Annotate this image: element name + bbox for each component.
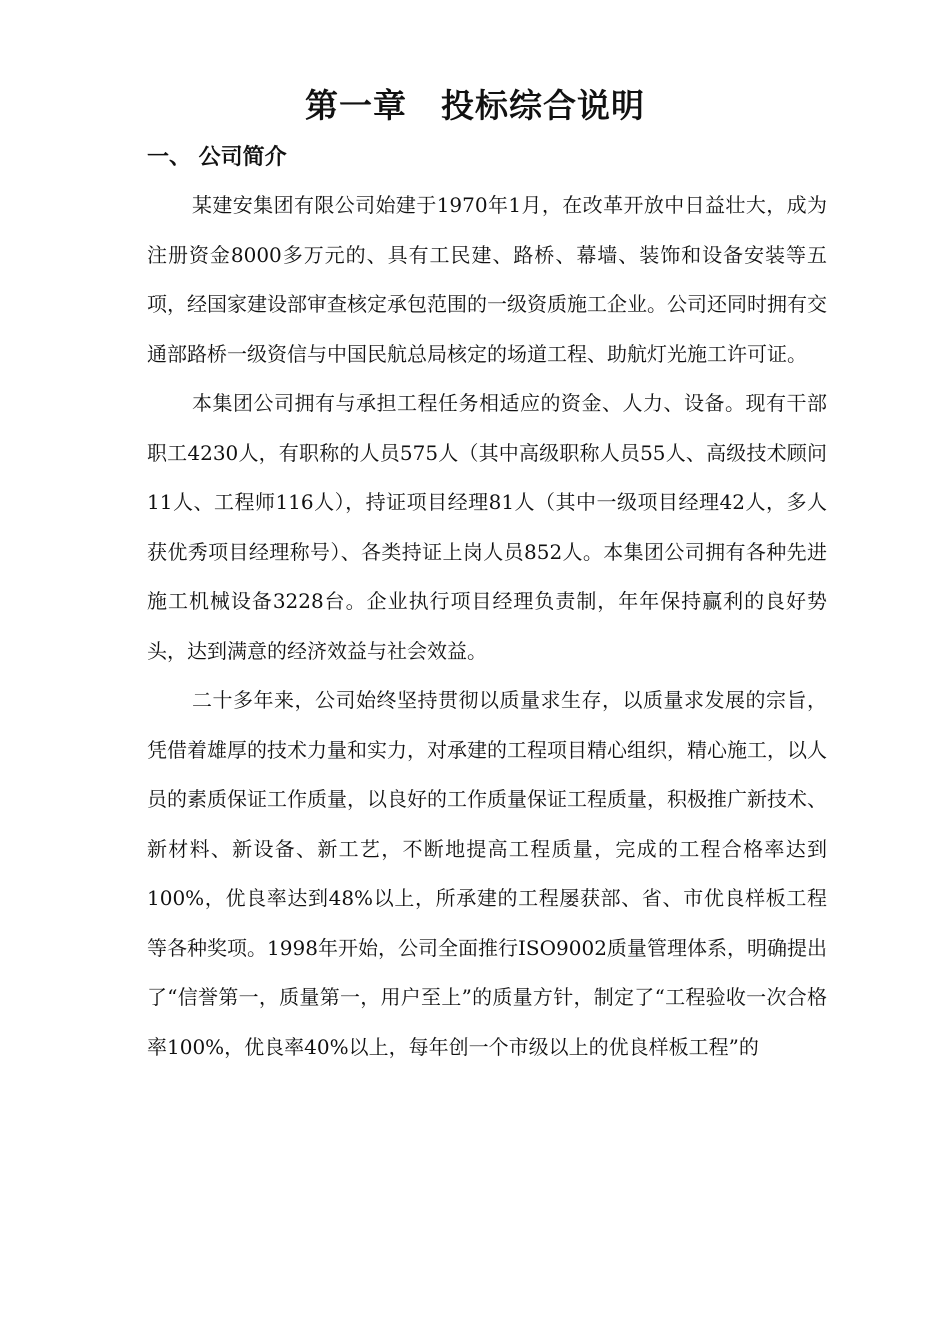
paragraph-quality-policy: 二十多年来，公司始终坚持贯彻以质量求生存，以质量求发展的宗旨，凭借着雄厚的技术力量和实力，对承建的工程项目精心组织，精心施工，以人员的素质保证工作质量，以良好的工作质量保证工程质量，积极推广新技术、新材料、新设备、新工艺，不断地提高工程质量，完成的工程合格率达到100%，优良率达到48%以上，所承建的工程屡获部、省、市优良样板工程等各种奖项。1998年开始，公司全面推行ISO9002质量管理体系，明确提出了“信誉第一，质量第一，用户至上”的质量方针，制定了“工程验收一次合格率100%，优良率40%以上，每年创一个市级以上的优良样板工程”的 xyxy=(147,688,827,1059)
paragraph-company-resources: 本集团公司拥有与承担工程任务相适应的资金、人力、设备。现有干部职工4230人，有职称的人员575人（其中高级职称人员55人、高级技术顾问11人、工程师116人），持证项目经理81人（其中一级项目经理42人，多人获优秀项目经理称号）、各类持证上岗人员852人。本集团公司拥有各种先进施工机械设备3228台。企业执行项目经理负责制，年年保持赢利的良好势头，达到满意的经济效益与社会效益。 xyxy=(147,391,827,663)
section-heading: 一、 公司简介 xyxy=(147,145,287,170)
body-text xyxy=(147,181,827,1072)
chapter-title: 第一章 投标综合说明 xyxy=(305,86,645,125)
paragraph-company-history: 某建安集团有限公司始建于1970年1月，在改革开放中日益壮大，成为注册资金8000多万元的、具有工民建、路桥、幕墙、装饰和设备安装等五项，经国家建设部审查核定承包范围的一级资质施工企业。公司还同时拥有交通部路桥一级资信与中国民航总局核定的场道工程、助航灯光施工许可证。 xyxy=(147,193,827,366)
